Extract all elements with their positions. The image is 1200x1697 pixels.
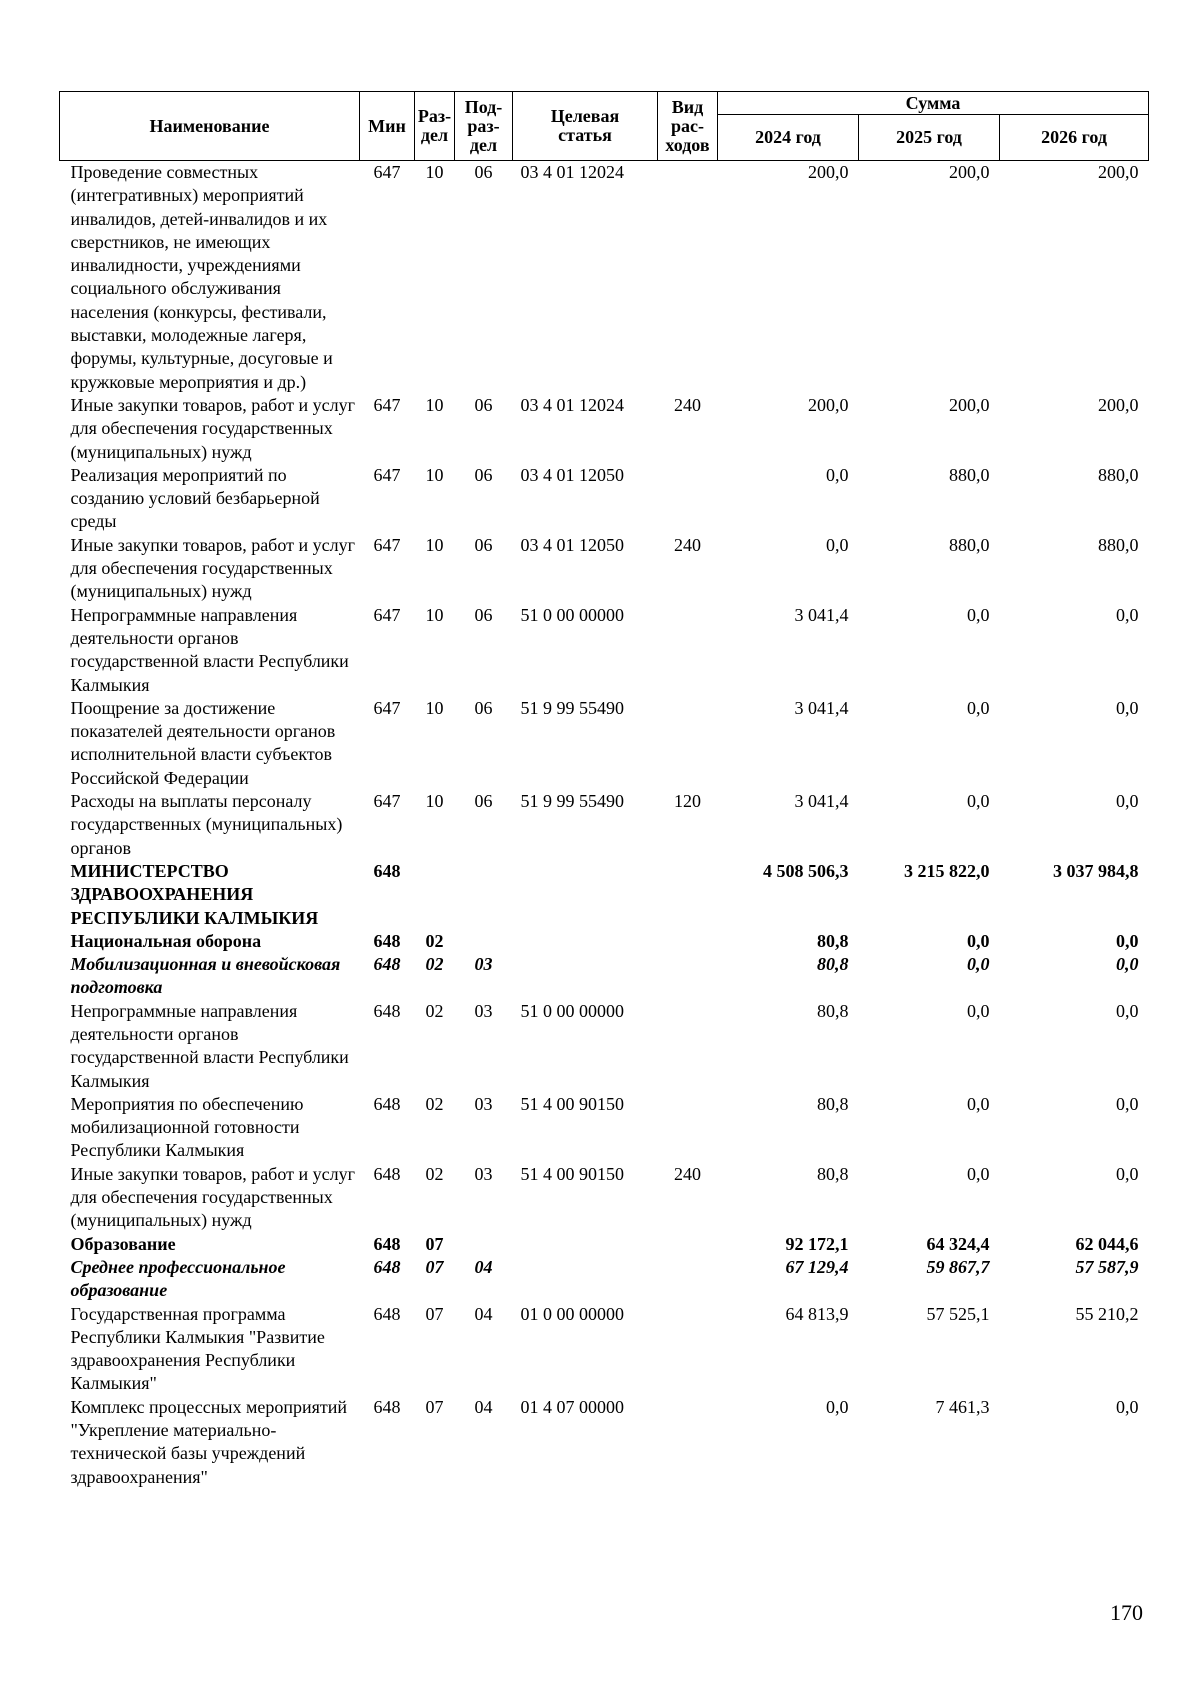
cell-name: МИНИСТЕРСТВО ЗДРАВООХРАНЕНИЯ РЕСПУБЛИКИ КАЛМЫКИЯ: [70, 860, 319, 928]
cell-target: [513, 953, 658, 1000]
cell-2026: 200,0: [1098, 394, 1139, 415]
cell-2024: 200,0: [808, 394, 849, 415]
cell-podrazdel: 06: [474, 791, 493, 812]
cell-razdel: [415, 860, 455, 930]
cell-min: 648: [373, 930, 401, 951]
cell-vid: [658, 930, 718, 953]
cell-2026: 0,0: [1116, 1093, 1139, 1114]
cell-name: Образование: [70, 1233, 176, 1254]
cell-min: 648: [373, 1396, 401, 1417]
cell-name: Мероприятия по обеспечению мобилизационной готовности Республики Калмыкия: [70, 1093, 304, 1161]
cell-razdel: 10: [425, 162, 444, 182]
cell-2024: 3 041,4: [794, 697, 849, 718]
table-body: [60, 161, 1149, 1489]
table-row: [60, 464, 1149, 534]
table-row: [60, 697, 1149, 790]
cell-podrazdel: 03: [474, 954, 493, 975]
cell-2026: 0,0: [1116, 604, 1139, 625]
cell-podrazdel: 06: [474, 534, 493, 555]
cell-2025: 0,0: [967, 930, 990, 951]
cell-target: 01 0 00 00000: [520, 1303, 624, 1324]
cell-min: 647: [373, 697, 401, 718]
cell-2026: 0,0: [1116, 1000, 1139, 1021]
cell-2026: 0,0: [1116, 930, 1139, 951]
cell-2026: 0,0: [1116, 954, 1139, 975]
cell-2025: 880,0: [949, 534, 990, 555]
cell-target: 51 0 00 00000: [520, 604, 624, 625]
cell-2026: 62 044,6: [1075, 1233, 1139, 1254]
cell-2024: 80,8: [817, 1093, 849, 1114]
cell-min: 648: [373, 1303, 401, 1324]
cell-2024: 0,0: [826, 464, 849, 485]
table-row: [60, 604, 1149, 697]
cell-2026: 0,0: [1116, 1396, 1139, 1417]
page-number: 170: [1110, 1600, 1143, 1625]
cell-min: 648: [373, 1233, 401, 1254]
cell-razdel: 02: [425, 1000, 444, 1021]
cell-2025: 7 461,3: [935, 1396, 990, 1417]
cell-name: Мобилизационная и вневойсковая подготовка: [70, 954, 341, 998]
table-row: [60, 953, 1149, 1000]
cell-razdel: 10: [425, 697, 444, 718]
cell-razdel: 10: [425, 464, 444, 485]
cell-razdel: 10: [425, 604, 444, 625]
header-target: Целевая статья: [513, 92, 658, 161]
cell-2024: 80,8: [817, 1163, 849, 1184]
cell-min: 647: [373, 394, 401, 415]
cell-name: Иные закупки товаров, работ и услуг для обеспечения государственных (муниципальных) нужд: [70, 534, 355, 602]
cell-min: 647: [373, 162, 401, 182]
cell-vid: [658, 1093, 718, 1163]
cell-podrazdel: 06: [474, 394, 493, 415]
table-row: [60, 161, 1149, 394]
cell-name: Государственная программа Республики Калмыкия "Развитие здравоохранения Республики Калмыкия": [70, 1303, 325, 1394]
cell-vid: [658, 860, 718, 930]
cell-target: 51 4 00 90150: [520, 1093, 624, 1114]
cell-2024: 3 041,4: [794, 791, 849, 812]
table-row: [60, 1163, 1149, 1233]
cell-2025: 0,0: [967, 604, 990, 625]
table-row: [60, 1093, 1149, 1163]
table-row: [60, 930, 1149, 953]
cell-2024: 0,0: [826, 1396, 849, 1417]
cell-vid: 240: [674, 1163, 701, 1184]
cell-min: 647: [373, 534, 401, 555]
cell-name: Иные закупки товаров, работ и услуг для обеспечения государственных (муниципальных) нужд: [70, 1163, 355, 1231]
cell-min: 648: [373, 1093, 401, 1114]
cell-2024: 80,8: [817, 954, 849, 975]
cell-name: Национальная оборона: [70, 930, 262, 951]
cell-2025: 0,0: [967, 1093, 990, 1114]
cell-target: [513, 1256, 658, 1303]
cell-2025: 880,0: [949, 464, 990, 485]
header-podrazdel: Под- раз- дел: [455, 92, 513, 161]
cell-podrazdel: 06: [474, 604, 493, 625]
cell-min: 648: [373, 1000, 401, 1021]
cell-podrazdel: 06: [474, 162, 493, 182]
cell-2025: 0,0: [967, 1163, 990, 1184]
cell-2025: 0,0: [967, 954, 990, 975]
cell-razdel: 07: [425, 1233, 444, 1254]
cell-razdel: 07: [425, 1256, 444, 1277]
cell-target: 03 4 01 12050: [520, 534, 624, 555]
cell-name: Комплекс процессных мероприятий "Укрепление материально-технической базы учреждений здравоохранения": [70, 1396, 348, 1487]
cell-target: 03 4 01 12024: [520, 162, 624, 182]
cell-2026: 0,0: [1116, 791, 1139, 812]
cell-min: 648: [373, 860, 401, 881]
cell-podrazdel: [455, 860, 513, 930]
cell-2026: 880,0: [1098, 534, 1139, 555]
table-row: [60, 790, 1149, 860]
cell-2025: 0,0: [967, 791, 990, 812]
cell-razdel: 02: [425, 954, 444, 975]
cell-podrazdel: [455, 1233, 513, 1256]
cell-target: 51 9 99 55490: [520, 697, 624, 718]
cell-2025: 64 324,4: [926, 1233, 990, 1254]
cell-2025: 57 525,1: [926, 1303, 990, 1324]
cell-podrazdel: 04: [474, 1396, 493, 1417]
cell-podrazdel: 03: [474, 1163, 493, 1184]
cell-2024: 4 508 506,3: [763, 860, 849, 881]
cell-min: 648: [373, 954, 401, 975]
table-row: [60, 394, 1149, 464]
cell-2026: 200,0: [1098, 162, 1139, 182]
cell-name: Непрограммные направления деятельности органов государственной власти Республики Калмыкия: [70, 604, 349, 695]
cell-target: 01 4 07 00000: [520, 1396, 624, 1417]
cell-2025: 59 867,7: [926, 1256, 990, 1277]
cell-2025: 200,0: [949, 162, 990, 182]
cell-target: 51 0 00 00000: [520, 1000, 624, 1021]
cell-target: 03 4 01 12050: [520, 464, 624, 485]
table-row: [60, 1233, 1149, 1256]
header-min: Мин: [360, 92, 415, 161]
table-row: [60, 860, 1149, 930]
cell-podrazdel: 04: [474, 1303, 493, 1324]
cell-2024: 92 172,1: [785, 1233, 849, 1254]
cell-vid: [658, 1233, 718, 1256]
cell-min: 648: [373, 1256, 401, 1277]
table-row: [60, 1396, 1149, 1489]
cell-2025: 0,0: [967, 697, 990, 718]
cell-razdel: 10: [425, 791, 444, 812]
cell-razdel: 02: [425, 1163, 444, 1184]
cell-podrazdel: 03: [474, 1000, 493, 1021]
cell-2025: 3 215 822,0: [904, 860, 990, 881]
cell-vid: 120: [674, 791, 701, 812]
cell-podrazdel: 03: [474, 1093, 493, 1114]
cell-2024: 64 813,9: [785, 1303, 849, 1324]
header-summa: Сумма: [718, 92, 1149, 115]
header-name: Наименование: [60, 92, 360, 161]
cell-2026: 0,0: [1116, 1163, 1139, 1184]
cell-2024: 0,0: [826, 534, 849, 555]
cell-2024: 80,8: [817, 1000, 849, 1021]
cell-razdel: 07: [425, 1303, 444, 1324]
cell-2024: 3 041,4: [794, 604, 849, 625]
cell-2025: 0,0: [967, 1000, 990, 1021]
cell-vid: [658, 697, 718, 790]
cell-min: 647: [373, 464, 401, 485]
cell-name: Проведение совместных (интегративных) мероприятий инвалидов, детей-инвалидов и их сверстников, не имеющих инвалидности, учреждениями социального обслуживания населения (конкурсы, фестивали, выставки, молодежные лагеря, форумы, культурные, досуговые и кружковые мероприятия и др.): [70, 162, 333, 392]
cell-2026: 57 587,9: [1075, 1256, 1139, 1277]
cell-2025: 200,0: [949, 394, 990, 415]
cell-2024: 200,0: [808, 162, 849, 182]
cell-target: [513, 860, 658, 930]
cell-name: Поощрение за достижение показателей деятельности органов исполнительной власти субъектов Российской Федерации: [70, 697, 336, 788]
cell-podrazdel: 06: [474, 464, 493, 485]
cell-vid: [658, 1000, 718, 1093]
table-row: [60, 534, 1149, 604]
cell-vid: [658, 1396, 718, 1489]
cell-vid: [658, 953, 718, 1000]
cell-target: [513, 930, 658, 953]
cell-razdel: 02: [425, 930, 444, 951]
cell-target: 51 9 99 55490: [520, 791, 624, 812]
cell-vid: [658, 604, 718, 697]
header-razdel: Раз- дел: [415, 92, 455, 161]
cell-vid: [658, 161, 718, 394]
cell-min: 648: [373, 1163, 401, 1184]
cell-min: 647: [373, 604, 401, 625]
cell-2024: 67 129,4: [785, 1256, 849, 1277]
cell-vid: [658, 1256, 718, 1303]
cell-podrazdel: 06: [474, 697, 493, 718]
cell-2024: 80,8: [817, 930, 849, 951]
cell-target: 51 4 00 90150: [520, 1163, 624, 1184]
cell-razdel: 10: [425, 394, 444, 415]
cell-vid: [658, 464, 718, 534]
header-vid: Вид рас- ходов: [658, 92, 718, 161]
table-row: [60, 1256, 1149, 1303]
cell-2026: 880,0: [1098, 464, 1139, 485]
cell-razdel: 10: [425, 534, 444, 555]
cell-target: 03 4 01 12024: [520, 394, 624, 415]
budget-table: [59, 91, 1149, 1489]
table-row: [60, 1303, 1149, 1396]
cell-name: Среднее профессиональное образование: [70, 1256, 286, 1301]
cell-2026: 3 037 984,8: [1053, 860, 1139, 881]
cell-name: Иные закупки товаров, работ и услуг для обеспечения государственных (муниципальных) нужд: [70, 394, 355, 462]
cell-name: Реализация мероприятий по созданию условий безбарьерной среды: [70, 464, 320, 532]
cell-target: [513, 1233, 658, 1256]
cell-podrazdel: [455, 930, 513, 953]
header-2025: 2025 год: [859, 115, 1000, 161]
cell-name: Непрограммные направления деятельности органов государственной власти Республики Калмыкия: [70, 1000, 349, 1091]
cell-podrazdel: 04: [474, 1256, 493, 1277]
header-2024: 2024 год: [718, 115, 859, 161]
cell-2026: 55 210,2: [1075, 1303, 1139, 1324]
header-2026: 2026 год: [1000, 115, 1149, 161]
table-row: [60, 1000, 1149, 1093]
cell-vid: 240: [674, 394, 701, 415]
cell-razdel: 07: [425, 1396, 444, 1417]
cell-2026: 0,0: [1116, 697, 1139, 718]
cell-vid: [658, 1303, 718, 1396]
cell-min: 647: [373, 791, 401, 812]
cell-vid: 240: [674, 534, 701, 555]
cell-razdel: 02: [425, 1093, 444, 1114]
cell-name: Расходы на выплаты персоналу государственных (муниципальных) органов: [70, 791, 343, 858]
